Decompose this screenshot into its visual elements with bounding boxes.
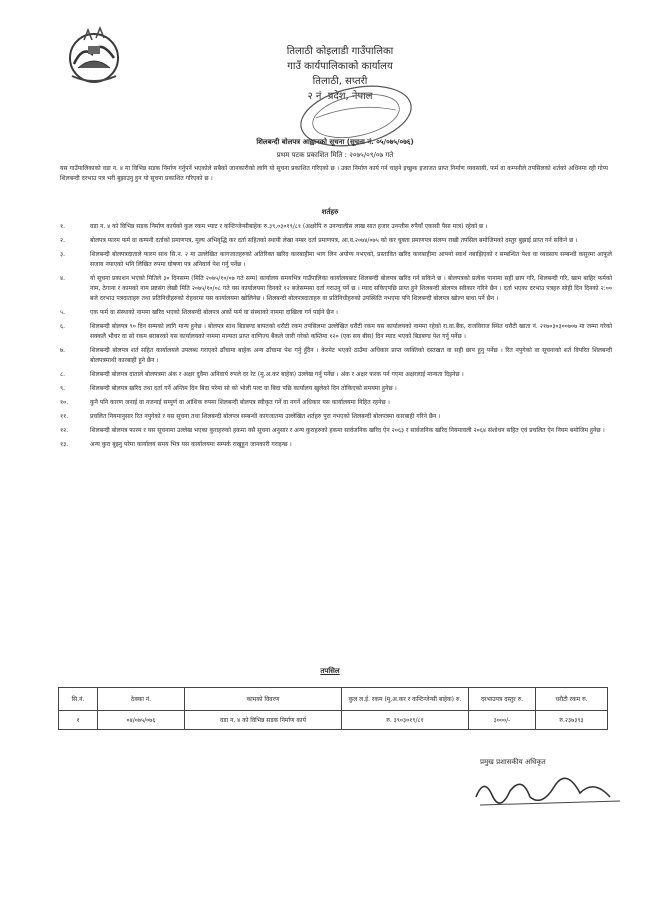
condition-item	[60, 412, 612, 422]
condition-text: अन्य कुरा बुझ्नु परेमा कार्यालय समय भित्र यस कार्यालयमा सम्पर्क राखुहुन जानकारी गराइन्छ ।	[90, 441, 292, 448]
condition-item	[60, 250, 612, 270]
table-cell: रु. ३९०३०१९/८१	[342, 711, 469, 730]
condition-text: कुनै पनि कारण जनाई वा नजनाई सम्पूर्ण वा आंशिक रुपमा शिलबन्दी बोलपत्र स्वीकृत गर्ने वा नगर्ने अधिकार यस कार्यालयमा निहित रहनेछ ।	[90, 399, 390, 406]
table-cell: ३०००/-	[469, 711, 536, 730]
condition-text: वडा न. ४ को विभिन्न सडक निर्माण कार्यको कुल रकम भ्याट र कन्टिन्जेन्सीबाहेक रु.३९,०३०१९/८१ (अक्षरेपि रु उनन्चालीस लाख सात हजार उनन्तीस रुपैयाँ एकासी पैसा मात्र) रहेको छ ।	[90, 223, 488, 230]
condition-item	[60, 346, 612, 366]
nepal-emblem-icon	[62, 24, 126, 88]
condition-text: शिलबन्दी बोलपत्र खरिद तथा दर्ता गर्ने अन्तिम दिन बिदा परेमा सो को भोली पल्ट वा बिदा पछि कार्यालय खुलेको दिन तोकिएको समयमा हुनेछ ।	[90, 385, 397, 392]
condition-item	[60, 322, 612, 342]
condition-number: १.	[60, 223, 66, 230]
condition-number: १०.	[60, 399, 69, 406]
province-line: २ नं. प्रदेश, नेपाल	[307, 91, 373, 102]
signature-block	[470, 757, 630, 817]
condition-number: ५.	[60, 309, 66, 316]
condition-number: ६.	[60, 323, 66, 330]
condition-text: शिलबन्दी बोलपत्र शर्त सहित कार्यालयले उपलब्ध गराएको ढाँचामा बाहेक अन्य ढाँचामा पेश गर्नु हुँदैन । केरमेट भएको ठाउँमा अधिकार प्राप्त व्यक्तिको दस्तखत वा सही छाप हुनु पर्नेछ । रित नपुगेको वा सूचनाको शर्त विपरित शिलबन्दी बोलपत्रमाथी कारबाही हुने छैन ।	[90, 347, 612, 364]
column-header: दरभाउपत्र दस्तुर रु.	[469, 688, 536, 711]
schedule-heading: तपसिल	[320, 667, 340, 675]
notice-intro: यस गाउँपालिकाको वडा न. ४ मा विभिन्न सडक निर्माण गर्नुपर्ने भएकोले सबैको जानकारीको लागि यो सूचना प्रकाशित गरिएको छ । उक्त निर्माण कार्य गर्न चाहने इच्छुक इजाजत प्राप्त निर्माण व्यवसायी, फर्म वा कम्पनीले तपसिलको शर्तको अधिनमा रही गोप्य शिलबन्दी दरभाउ पत्र भरी बुझाउनु हुन यो सूचना प्रकाशित गरिएको छ ।	[60, 165, 608, 182]
condition-text: एक फर्म वा संस्थाको नाममा खरिद भएको शिलबन्दी बोलपत्र अर्को फर्म वा संस्थाको नाममा दाखिला गर्न पाईने छैन ।	[90, 309, 338, 316]
condition-item	[60, 426, 612, 436]
condition-text: शिलबन्दी बोलपत्र ९० दिन सम्मको लागि मान्य हुनेछ । बोलपत्र साथ बिडबण्ड बापतको धरौटी रकम तपसिलमा उल्लेखित धरौटी रकम यस कार्यालयको नाममा रहेको रा.वा.बैंक, राजविराज स्थित धरौटी खाता नं. २१७०३०३००७०७ मा जम्मा गरेको सक्कलै भौचर वा सो रकम बराबरको यस कार्यालयको नाममा मान्यता प्राप्त वाणिज्य बैंकले जारी गरेको कम्तिमा १२० (एक सय बीस) दिन म्याद भएको बिडबण्ड पेश गर्नु पर्नेछ ।	[90, 323, 612, 340]
condition-item	[60, 222, 612, 232]
condition-number: ४.	[60, 275, 66, 282]
condition-text: शिलबन्दी बोलपत्रदाताले फारम साथ सि.न. २ मा उल्लेखित कागजातहरुको अतिरिक्त खरिद कारबाहीमा भाग लिन अयोग्य नभएको, प्रस्तावित खरिद कारबाहीमा आफ्नो स्वार्थ नबाझिएको र सम्बन्धित पेशा वा व्यवसाय सम्बन्धी कसुरमा आफूले सजाय नपाएको भनि लिखित रुपमा घोषणा पत्र अनिवार्य पेश गर्नु पर्नेछ ।	[90, 251, 612, 268]
condition-number: ८.	[60, 371, 66, 378]
condition-item	[60, 370, 612, 380]
condition-number: ७.	[60, 347, 66, 354]
condition-number: ९.	[60, 385, 66, 392]
condition-item	[60, 440, 612, 450]
schedule-table	[58, 687, 608, 730]
condition-item	[60, 308, 612, 318]
condition-number: २.	[60, 237, 66, 244]
table-header-row	[59, 688, 608, 711]
conditions-list	[60, 222, 612, 454]
condition-text: यो सूचना प्रकाशन भएको मितिले ३० दिनसम्म (मिति २०७५/१०/०७ गते सम्म) कार्यालय समयभित्र गाउँपालिका कार्यालयबाट शिलबन्दी बोलपत्र खरिद गर्न सकिने छ । बोलपत्रको प्रत्येक पानामा सही छाप गरि, शिलबन्दी गरि, खाम बाहिर फर्मको नाम, ठेगाना र कामको नाम प्रष्टसंग लेखी मिति २०७५/१०/०८ गते यस कार्यालयमा दिनको १२ बजेसम्ममा दर्ता गराउनु पर्ने छ । म्याद सकिएपछि प्राप्त हुने शिलबन्दी बोलपत्र स्वीकार गरिने छैन । दर्ता भएका दरभाउ पत्रहरु सोही दिन दिनको २:०० बजे दरभाउ पत्रदाताहरु तथा प्रतिनिधीहरुको रोहवरमा यस कार्यालयमा खोलिनेछ । शिलबन्दी बोलपत्रदाताहरु वा प्रतिनिधीहरुको उपस्थिति नभएमा पनि शिलबन्दी बोलपत्र खोल्न बाधा पर्ने छैन ।	[90, 275, 612, 302]
condition-item	[60, 384, 612, 394]
column-header: कुल ल.ई. रकम (मु.अ.कर र कन्टिन्जेन्सी बाहेक) रु.	[342, 688, 469, 711]
signatory-title: प्रमुख प्रशासकीय अधिकृत	[480, 758, 546, 766]
table-cell: ०४/०७५/०७६	[98, 711, 185, 730]
table-row	[59, 711, 608, 730]
condition-number: ११.	[60, 413, 69, 420]
municipality-name: तिलाठी कोइलाडी गाउँपालिका	[286, 46, 394, 57]
condition-text: शिलबन्दी बोलपत्र फारम र यस सूचनामा उल्लेख भएका कुराहरुको हकमा यसै सूचना अनुसार र अन्य कुराहरुको हकमा सार्वजनिक खरिद ऐन २०६३ र सार्वजनिक खरिद नियमावली २०६४ संशोधन सहित एवं प्रचलित ऐन नियम बमोजिम हुनेछ ।	[90, 427, 605, 434]
condition-item	[60, 398, 612, 408]
table-cell: रु.२३७३९३	[536, 711, 608, 730]
table-cell: १	[59, 711, 98, 730]
office-address: तिलाठी, सप्तरी	[312, 76, 368, 87]
condition-item	[60, 236, 612, 246]
office-name: गाउँ कार्यपालिकाको कार्यालय	[287, 61, 393, 72]
column-header: सि.नं.	[59, 688, 98, 711]
condition-number: १३.	[60, 441, 69, 448]
condition-text: शिलबन्दी बोलपत्र दाताले बोलपत्रमा अंक र अक्षर दुवैमा अनिवार्य रुपले दर रेट (मु.अ.कर बाहेक) उल्लेख गर्नु पर्नेछ । अंक र अक्षर फरक पर्न गएमा अक्षरलाई मान्यता दिइनेछ ।	[90, 371, 464, 378]
table-cell: वडा न. ४ को विभिन्न सडक निर्माण कार्य	[185, 711, 342, 730]
condition-number: १२.	[60, 427, 69, 434]
column-header: कामको विवरण	[185, 688, 342, 711]
column-header: धरौटी रकम रु.	[536, 688, 608, 711]
notice-title: शिलबन्दी बोलपत्र आह्वानको सूचना (सूचना नं. ०५/०७५/०७६)	[256, 138, 414, 146]
condition-text: बोलपत्र फारम फर्म वा कम्पनी दर्ताको प्रमाणपत्र, मूल्य अभिवृद्धि कर दर्ता सहितको स्थायी लेखा नम्बर दर्ता प्रमाणपत्र, आ.व.२०७४/०७५ को कर चुक्ता प्रमाणपत्र संलग्न राखी तपसिल बमोजिमको दस्तुर बुझाई प्राप्त गर्न सकिने छ ।	[90, 237, 578, 244]
conditions-heading: शर्तहरु	[321, 208, 339, 216]
condition-item	[60, 274, 612, 304]
column-header: ठेक्का नं.	[98, 688, 185, 711]
publication-date: प्रथम पटक प्रकाशित मिति : २०७५/०९/०७ गते	[276, 151, 394, 159]
condition-text: प्रचलित नियमानुसार रित नपुगेको र यस सूचना तथा शिलबन्दी बोलपत्र सम्बन्धी कागजातमा उल्लेखित शर्तहरु पुरा नभएको शिलबन्दी बोलपत्रमा कारबाही गरिने छैन ।	[90, 413, 441, 420]
handwritten-signature	[470, 767, 630, 813]
condition-number: ३.	[60, 251, 66, 258]
